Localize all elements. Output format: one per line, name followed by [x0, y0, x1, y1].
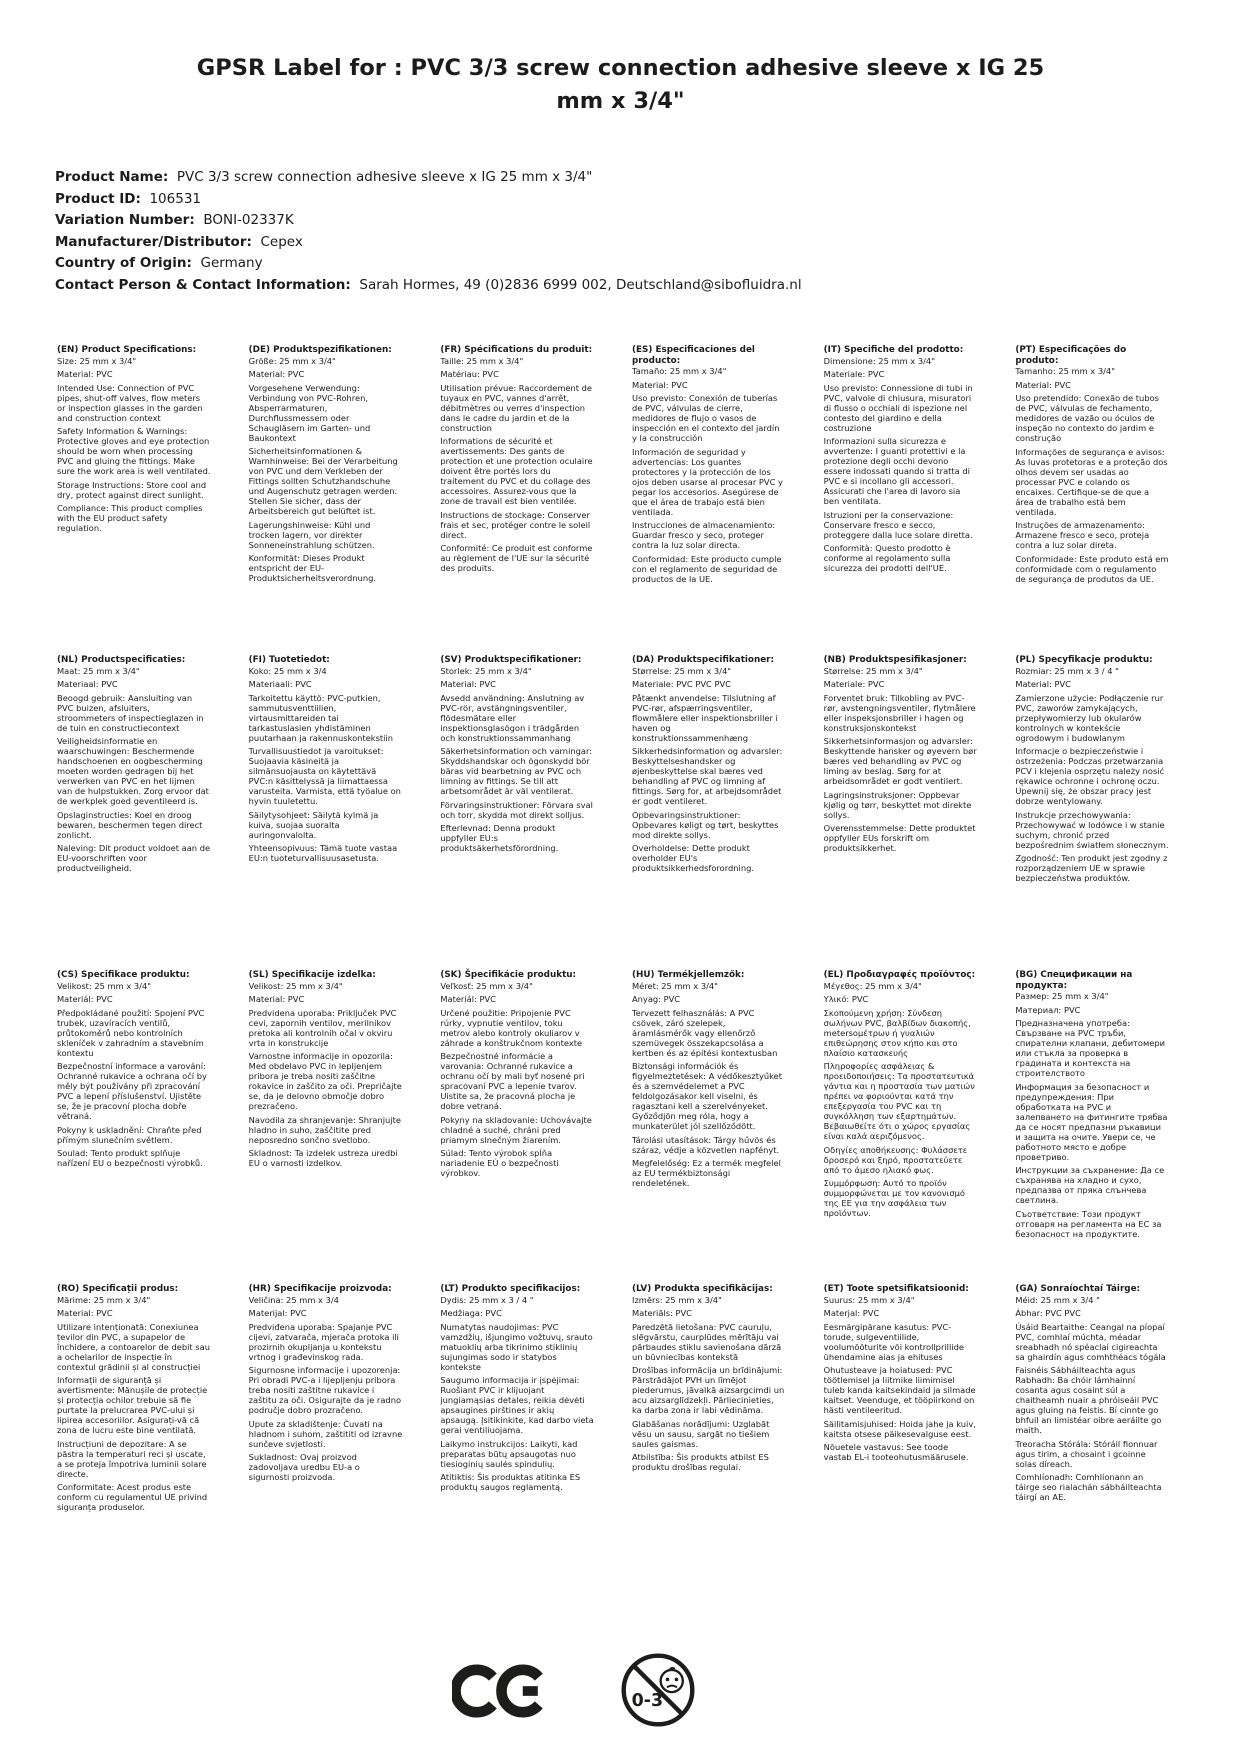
spec-paragraph: Conformità: Questo prodotto è conforme al regolamento sulla sicurezza dei prodotti dell'UE. — [823, 543, 951, 574]
spec-paragraph: Beoogd gebruik: Aansluiting van PVC buizen, afsluiters, stroommeters of inspectieglazen in de tuin en constructiecontext — [57, 692, 204, 733]
spec-paragraph: Storage Instructions: Store cool and dry, protect against direct sunlight. — [57, 479, 207, 500]
spec-paragraph: Medžiaga: PVC — [440, 1308, 502, 1319]
spec-paragraph: Materijal: PVC — [248, 1308, 307, 1319]
spec-paragraph: Μέγεθος: 25 mm x 3/4" — [823, 980, 922, 991]
spec-paragraph: Maat: 25 mm x 3/4" — [57, 665, 140, 676]
spec-paragraph: Sigurnosne informacije i upozorenja: Pri obradi PVC-a i lijepljenju pribora treba nositi zaštitne rukavice i zaštitu za oči. Osigurajte da je radno područje dobro prozračeno. — [248, 1365, 402, 1416]
spec-paragraph: Suurus: 25 mm x 3/4" — [823, 1294, 915, 1305]
language-block-header: (NB) Produktspesifikasjoner: — [823, 655, 967, 665]
spec-paragraph: Conformité: Ce produit est conforme au règlement de l'UE sur la sécurité des produits. — [440, 543, 593, 574]
spec-paragraph: Opbevaringsinstruktioner: Opbevares køligt og tørt, beskyttes mod direkte sollys. — [632, 809, 779, 840]
spec-paragraph: Materjal: PVC — [823, 1308, 880, 1319]
spec-paragraph: Úsáid Beartaithe: Ceangal na píopaí PVC, comhlaí múchta, méadar sreabhadh nó spéaclaí cigireachta sa ghairdín agus comhthéacs tógála — [1015, 1321, 1166, 1362]
language-block-hu — [632, 970, 798, 1188]
product-info-value: BONI-02337K — [194, 212, 294, 228]
footer-icons — [0, 1652, 1241, 1732]
language-block-sk — [440, 970, 606, 1178]
spec-paragraph: Intended Use: Connection of PVC pipes, shut-off valves, flow meters or inspection glasses in the garden and construction context — [57, 382, 203, 423]
language-block-pt — [1015, 345, 1181, 584]
product-info-row — [55, 167, 1186, 189]
product-info-label: Contact Person & Contact Information: — [55, 276, 351, 293]
spec-paragraph: Paredzētā lietošana: PVC cauruļu, slēgvārstu, caurplūdes mērītāju vai pārbaudes stiklu savienošana dārzā un būvniecības kontekstā — [632, 1321, 782, 1362]
spec-paragraph: Informații de siguranță și avertismente: Mănușile de protecție și protecția ochilor trebuie să fie purtate la prelucrarea PVC-ului și lipirea accesoriilor. Asigurați-vă că zona de lucru este bine ventilată. — [57, 1375, 208, 1436]
spec-paragraph: Bezpečnostné informácie a varovania: Ochranné rukavice a ochranu očí by mali byť nosené pri spracovaní PVC a lepenie tvarov. Uistite sa, že pracovná plocha je dobre vetraná. — [440, 1051, 585, 1112]
product-info-row — [55, 275, 1186, 297]
language-block-header: (FR) Spécifications du produit: — [440, 345, 593, 355]
spec-paragraph: Størrelse: 25 mm x 3/4" — [823, 665, 923, 676]
page-title-line2: mm x 3/4" — [556, 88, 685, 114]
spec-paragraph: Conformidad: Este producto cumple con el reglamento de seguridad de productos de la UE. — [632, 553, 782, 584]
spec-paragraph: Numatytas naudojimas: PVC vamzdžių, išjungimo vožtuvų, srauto matuoklių arba tikrinimo stiklinių sujungimas sodo ir statybos kontekste — [440, 1321, 593, 1372]
page-title — [70, 52, 1171, 118]
spec-paragraph: Uso previsto: Connessione di tubi in PVC, valvole di chiusura, misuratori di flusso o occhiali di ispezione nel contesto del giardino e della costruzione — [823, 382, 973, 433]
spec-paragraph: Overholdelse: Dette produkt overholder EU's produktsikkerhedsforordning. — [632, 843, 754, 874]
spec-paragraph: Utilisation prévue: Raccordement de tuyaux en PVC, vannes d'arrêt, débitmètres ou verres d'inspection dans le cadre du jardin et de la construction — [440, 382, 593, 433]
spec-paragraph: Velikost: 25 mm x 3/4" — [57, 980, 152, 991]
language-block-header: (ET) Toote spetsifikatsioonid: — [823, 1284, 969, 1294]
spec-paragraph: Predviđena uporaba: Spajanje PVC cijevi, zatvarača, mjerača protoka ili prozirnih okupljanja u kontekstu vrtnog i građevinskog rada. — [248, 1321, 399, 1362]
spec-paragraph: Matériau: PVC — [440, 369, 499, 380]
spec-paragraph: Forventet bruk: Tilkobling av PVC-rør, avstengningsventiler, flytmålere eller inspeksjonsbriller i hagen og konstruksjonskontekst — [823, 692, 976, 733]
spec-paragraph: Tamaño: 25 mm x 3/4" — [632, 366, 727, 377]
language-block-header: (GA) Sonraíochtaí Táirge: — [1015, 1284, 1141, 1294]
spec-paragraph: Πληροφορίες ασφάλειας & προειδοποιήσεις: Τα προστατευτικά γάντια και η προστασία των ματιών πρέπει να φοριούνται κατά την επεξεργασία του PVC και τη συγκόλληση των εξαρτημάτων. Βεβαιωθείτε ότι ο χώρος εργασίας είναι καλά αεριζόμενος. — [823, 1061, 975, 1142]
spec-paragraph: Sukladnost: Ovaj proizvod zadovoljava uredbu EU-a o sigurnosti proizvoda. — [248, 1452, 360, 1483]
product-info-row — [55, 253, 1186, 275]
spec-paragraph: Instruções de armazenamento: Armazene fresco e seco, proteja contra a luz solar direta. — [1015, 520, 1150, 551]
language-block-header: (FI) Tuotetiedot: — [248, 655, 330, 665]
spec-paragraph: Atbilstība: Šis produkts atbilst ES produktu drošības regulai. — [632, 1452, 769, 1473]
spec-paragraph: Säilitamisjuhised: Hoida jahe ja kuiv, kaitsta otsese päikesevalguse eest. — [823, 1418, 976, 1439]
spec-paragraph: Informations de sécurité et avertissements: Des gants de protection et une protection oculaire doivent être portés lors du traitement du PVC et du collage des accessoires. Assurez-vous que la zone de travail est bien ventilée. — [440, 436, 593, 507]
spec-paragraph: Material: PVC — [632, 379, 688, 390]
spec-paragraph: Předpokládané použití: Spojení PVC trubek, uzavíracích ventilů, průtokoměrů nebo kontrolních skleníček v zahradním a stavebním kontextu — [57, 1007, 205, 1058]
language-block-header: (SV) Produktspecifikationer: — [440, 655, 582, 665]
spec-paragraph: Uso pretendido: Conexão de tubos de PVC, válvulas de fechamento, medidores de vazão ou óculos de inspeção no contexto do jardim e construção — [1015, 393, 1159, 444]
spec-paragraph: Overensstemmelse: Dette produktet oppfyller EUs forskrift om produktsikkerhet. — [823, 823, 976, 854]
product-info-row — [55, 210, 1186, 232]
spec-paragraph: Safety Information & Warnings: Protective gloves and eye protection should be worn when processing PVC and gluing the fittings. Make sure the work area is well ventilated. — [57, 426, 211, 477]
spec-paragraph: Glabāšanas norādījumi: Uzglabāt vēsu un sausu, sargāt no tiešiem saules gaismas. — [632, 1418, 770, 1449]
spec-paragraph: Material: PVC — [248, 994, 305, 1005]
language-block-header: (NL) Productspecificaties: — [57, 655, 186, 665]
language-block-nl — [57, 655, 223, 873]
language-block-bg — [1015, 970, 1181, 1239]
spec-paragraph: Οδηγίες αποθήκευσης: Φυλάσσετε δροσερό και ξηρό, προστατεύετε από το άμεσο ηλιακό φως. — [823, 1144, 968, 1175]
spec-paragraph: Instrucciones de almacenamiento: Guardar fresco y seco, proteger contra la luz solar directa. — [632, 520, 776, 551]
spec-paragraph: Anyag: PVC — [632, 994, 681, 1005]
product-info-row — [55, 189, 1186, 211]
spec-paragraph: Material: PVC — [440, 679, 496, 690]
spec-paragraph: Méid: 25 mm x 3/4 " — [1015, 1294, 1100, 1305]
spec-paragraph: Taille: 25 mm x 3/4" — [440, 355, 524, 366]
spec-paragraph: Méret: 25 mm x 3/4" — [632, 980, 718, 991]
spec-paragraph: Dydis: 25 mm x 3 / 4 " — [440, 1294, 534, 1305]
spec-paragraph: Varnostne informacije in opozorila: Med obdelavo PVC in lepljenjem pribora je treba nositi zaščitne rokavice in zaščito za oči. Prepričajte se, da je delovno območje dobro prezračeno. — [248, 1051, 402, 1112]
spec-paragraph: Materiale: PVC — [823, 369, 885, 380]
spec-paragraph: Instrucțiuni de depozitare: A se păstra la temperaturi reci și uscate, a se proteja împotriva luminii solare directe. — [57, 1438, 207, 1479]
product-info-label: Manufacturer/Distributor: — [55, 233, 252, 250]
spec-paragraph: Размер: 25 mm x 3/4" — [1015, 991, 1109, 1002]
spec-paragraph: Informações de segurança e avisos: As luvas protetoras e a proteção dos olhos devem ser usadas ao processar PVC e colando os encaixes. Certifique-se de que a área de trabalho está bem ventilada. — [1015, 446, 1168, 517]
ce-mark-icon — [452, 1660, 544, 1722]
spec-paragraph: Soulad: Tento produkt splňuje nařízení EU o bezpečnosti výrobků. — [57, 1148, 203, 1169]
spec-paragraph: Pokyny k uskladnění: Chraňte před přímým slunečním světlem. — [57, 1124, 202, 1145]
product-info-label: Product ID: — [55, 190, 141, 207]
age-warning-label: 0-3 — [631, 1690, 664, 1711]
spec-paragraph: Инструкции за съхранение: Да се съхранява на хладно и сухо, предпазва от пряка слънчева светлина. — [1015, 1165, 1165, 1206]
language-block-hr — [249, 1284, 415, 1482]
language-grid-row-1 — [57, 345, 1181, 584]
spec-paragraph: Saugumo informacija ir įspėjimai: Ruošiant PVC ir klijuojant jungiamąsias detales, reikia dėvėti apsaugines pirštines ir akių apsaugą. Įsitikinkite, kad darbo vieta gerai ventiliuojama. — [440, 1375, 594, 1436]
spec-paragraph: Material: PVC — [57, 369, 113, 380]
spec-paragraph: Velikost: 25 mm x 3/4" — [248, 980, 343, 991]
spec-paragraph: Yhteensopivuus: Tämä tuote vastaa EU:n tuoteturvallisuusasetusta. — [248, 843, 398, 864]
spec-paragraph: Materiál: PVC — [440, 994, 496, 1005]
product-info-label: Product Name: — [55, 169, 169, 185]
product-info-value: 106531 — [140, 190, 202, 207]
spec-paragraph: Säilytysohjeet: Säilytä kylmä ja kuiva, suojaa suoralta auringonvalolta. — [248, 809, 379, 840]
language-block-sv — [440, 655, 606, 853]
spec-paragraph: Sicherheitsinformationen & Warnhinweise: Bei der Verarbeitung von PVC und dem Verkleben der Fittings sollten Schutzhandschuhe und Augenschutz getragen werden. Stellen Sie sicher, dass der Arbeitsbereich gut belüftet ist. — [248, 446, 398, 517]
language-block-el — [824, 970, 990, 1218]
spec-paragraph: Material: PVC — [57, 1308, 113, 1319]
language-block-header: (DA) Produktspecifikationer: — [632, 655, 775, 665]
language-block-header: (LT) Produkto specifikacijos: — [440, 1284, 581, 1294]
language-grid-row-4 — [57, 1284, 1181, 1512]
spec-paragraph: Material: PVC — [248, 369, 305, 380]
spec-paragraph: Lagerungshinweise: Kühl und trocken lagern, vor direkter Sonneneinstrahlung schützen. — [248, 519, 375, 550]
spec-paragraph: Veiligheidsinformatie en waarschuwingen: Beschermende handschoenen en oogbescherming moeten worden gedragen bij het verwerken van PVC en het lijmen van de hulpstukken. Zorg ervoor dat de werkplek goed geventileerd is. — [57, 736, 209, 807]
language-block-header: (EL) Προδιαγραφές προϊόντος: — [823, 970, 976, 980]
spec-paragraph: Size: 25 mm x 3/4" — [57, 355, 137, 366]
language-block-lv — [632, 1284, 798, 1472]
spec-paragraph: Materiaal: PVC — [57, 679, 118, 690]
language-block-header: (BG) Спецификации на продукта: — [1015, 970, 1133, 991]
spec-paragraph: Navodila za shranjevanje: Shranjujte hladno in suho, zaščitite pred neposredno sončno svetlobo. — [248, 1114, 401, 1145]
spec-paragraph: Zgodność: Ten produkt jest zgodny z rozporządzeniem UE w sprawie bezpieczeństwa produktów. — [1015, 853, 1168, 884]
language-block-header: (IT) Specifiche del prodotto: — [823, 345, 964, 355]
spec-paragraph: Laikymo instrukcijos: Laikyti, kad preparatas būtų apsaugotas nuo tiesioginių saulės spindulių. — [440, 1438, 578, 1469]
spec-paragraph: Σκοπούμενη χρήση: Σύνδεση σωλήνων PVC, βαλβίδων διακοπής, metersομέτρων ή γυαλιών επιθεώρησης στον κήπο και στο πλαίσιο κατασκευής — [823, 1007, 971, 1058]
language-block-nb — [824, 655, 990, 853]
spec-paragraph: Vorgesehene Verwendung: Verbindung von PVC-Rohren, Absperrarmaturen, Durchflussmessern oder Schaugläsern im Garten- und Baukontext — [248, 382, 371, 443]
spec-paragraph: Konformität: Dieses Produkt entspricht der EU-Produktsicherheitsverordnung. — [248, 553, 376, 584]
spec-paragraph: Conformidade: Este produto está em conformidade com o regulamento de segurança de produtos da UE. — [1015, 553, 1169, 584]
spec-paragraph: Koko: 25 mm x 3/4 — [248, 665, 327, 676]
language-block-en — [57, 345, 223, 533]
spec-paragraph: Sikkerhetsinformasjon og advarsler: Beskyttende hansker og øyevern bør bæres ved behandling av PVC og liming av beslag. Sørg for at arbeidsområdet er godt ventilert. — [823, 736, 977, 787]
product-info-value: Germany — [191, 255, 263, 271]
spec-paragraph: Materiāls: PVC — [632, 1308, 692, 1319]
product-info-label: Variation Number: — [55, 212, 195, 228]
spec-paragraph: Conformitate: Acest produs este conform cu regulamentul UE privind siguranța produselor. — [57, 1482, 208, 1513]
language-block-header: (PT) Especificações do produto: — [1015, 345, 1127, 366]
spec-paragraph: Biztonsági információk és figyelmeztetések: A védőkesztyűket és a szemvédelemet a PVC feldolgozásakor kell viselni, és ragasztani kell a szerelvényeket. Győződjön meg róla, hogy a munkaterület jól szellőződött. — [632, 1061, 782, 1132]
spec-paragraph: Materiale: PVC PVC PVC — [632, 679, 731, 690]
spec-paragraph: Istruzioni per la conservazione: Conservare fresco e secco, proteggere dalla luce solare diretta. — [823, 509, 973, 540]
spec-paragraph: Información de seguridad y advertencias: Los guantes protectores y la protección de los ojos deben usarse al procesar PVC y pegar los accesorios. Asegúrese de que el área de trabajo está bien ventilada. — [632, 446, 783, 517]
language-block-lt — [440, 1284, 606, 1492]
spec-paragraph: Rozmiar: 25 mm x 3 / 4 " — [1015, 665, 1119, 676]
spec-paragraph: Förvaringsinstruktioner: Förvara sval och torr, skydda mot direkt solljus. — [440, 799, 593, 820]
spec-paragraph: Tarkoitettu käyttö: PVC-putkien, sammutusventtiilien, virtausmittareiden tai tarkastuslasien yhdistäminen puutarhaan ja rakennuskontekstiin — [248, 692, 394, 743]
spec-paragraph: Tamanho: 25 mm x 3/4" — [1015, 366, 1116, 377]
spec-paragraph: Pokyny na skladovanie: Uchovávajte chladné a suché, chráni pred priamym slnečným žiarením. — [440, 1114, 592, 1145]
spec-paragraph: Συμμόρφωση: Αυτό το προϊόν συμμορφώνεται με τον κανονισμό της ΕΕ για την ασφάλεια των προϊόντων. — [823, 1178, 965, 1219]
spec-paragraph: Izmērs: 25 mm x 3/4" — [632, 1294, 722, 1305]
spec-paragraph: Utilizare intenționată: Conexiunea țevilor din PVC, a supapelor de închidere, a contoarelor de debit sau a ochelarilor de inspecție în contextul grădinii și al construcției — [57, 1321, 210, 1372]
language-block-header: (LV) Produkta specifikācijas: — [632, 1284, 773, 1294]
spec-paragraph: Zamierzone użycie: Podłączenie rur PVC, zaworów zamykających, przepływomierzy lub okularów kontrolnych w kontekście ogrodowym i budowlanym — [1015, 692, 1164, 743]
age-warning-icon — [620, 1652, 696, 1728]
language-block-fi — [249, 655, 415, 863]
spec-paragraph: Mărime: 25 mm x 3/4" — [57, 1294, 151, 1305]
spec-paragraph: Informacje o bezpieczeństwie i ostrzeżenia: Podczas przetwarzania PCV i klejenia osprzętu należy nosić rękawice ochronne i ochronę oczu. Upewnij się, że obszar pracy jest dobrze wentylowany. — [1015, 746, 1165, 807]
spec-paragraph: Súlad: Tento výrobok spĺňa nariadenie EÚ o bezpečnosti výrobkov. — [440, 1148, 559, 1179]
spec-paragraph: Tervezett felhasználás: A PVC csövek, záró szelepek, áramlásmérők vagy ellenőrző szemüvegek összekapcsolása a kertben és az építési kontextusban — [632, 1007, 778, 1058]
spec-paragraph: Größe: 25 mm x 3/4" — [248, 355, 336, 366]
spec-paragraph: Säkerhetsinformation och varningar: Skyddshandskar och ögonskydd bör bäras vid bearbetning av PVC och limning av fittings. Se till att arbetsområdet är väl ventilerat. — [440, 746, 593, 797]
spec-paragraph: Predvidena uporaba: Priključek PVC cevi, zapornih ventilov, merilnikov pretoka ali kontrolnih očal v okviru vrta in konstrukcije — [248, 1007, 397, 1048]
language-block-cs — [57, 970, 223, 1168]
spec-paragraph: Efterlevnad: Denna produkt uppfyller EU:s produktsäkerhetsförordning. — [440, 823, 559, 854]
spec-paragraph: Материал: PVC — [1015, 1004, 1081, 1015]
spec-paragraph: Dimensione: 25 mm x 3/4" — [823, 355, 936, 366]
spec-paragraph: Eesmärgipärane kasutus: PVC-torude, sulgeventiilide, voolumõõturite või kontrollprillide ühendamine aias ja ehituses — [823, 1321, 964, 1362]
baby-face-icon — [661, 1668, 683, 1692]
spec-paragraph: Upute za skladištenje: Čuvati na hladnom i suhom, zaštititi od izravne sunčeve svjetlosti. — [248, 1418, 403, 1449]
spec-paragraph: Compliance: This product complies with the EU product safety regulation. — [57, 503, 203, 534]
spec-paragraph: Instructions de stockage: Conserver frais et sec, protéger contre le soleil direct. — [440, 509, 591, 540]
spec-paragraph: Treoracha Stórála: Stóráil fionnuar agus tirim, a chosaint i gcoinne solas díreach. — [1015, 1438, 1158, 1469]
spec-paragraph: Opslaginstructies: Koel en droog bewaren, beschermen tegen direct zonlicht. — [57, 809, 203, 840]
spec-paragraph: Съответствие: Този продукт отговаря на регламента на ЕС за безопасност на продуктите. — [1015, 1208, 1162, 1239]
spec-paragraph: Υλικό: PVC — [823, 994, 869, 1005]
spec-paragraph: Material: PVC — [1015, 379, 1071, 390]
spec-paragraph: Uso previsto: Conexión de tuberías de PVC, válvulas de cierre, medidores de flujo o vasos de inspección en el contexto del jardín y la construcción — [632, 393, 780, 444]
language-block-header: (RO) Specificații produs: — [57, 1284, 179, 1294]
product-info-row — [55, 232, 1186, 254]
language-grid-row-3 — [57, 970, 1181, 1239]
product-info-label: Country of Origin: — [55, 255, 192, 271]
spec-paragraph: Størrelse: 25 mm x 3/4" — [632, 665, 732, 676]
language-block-header: (HR) Specifikacije proizvoda: — [248, 1284, 392, 1294]
spec-paragraph: Veľkosť: 25 mm x 3/4" — [440, 980, 533, 991]
language-block-header: (ES) Especificaciones del producto: — [632, 345, 755, 366]
product-info-value: Cepex — [251, 233, 303, 250]
language-block-pl — [1015, 655, 1181, 883]
spec-paragraph: Ábhar: PVC PVC — [1015, 1308, 1081, 1319]
spec-paragraph: Informazioni sulla sicurezza e avvertenze: I guanti protettivi e la protezione degli occhi devono essere indossati quando si tratta di PVC e si incollano gli accessori. Assicurati che l'area di lavoro sia ben ventilata. — [823, 436, 970, 507]
language-block-it — [824, 345, 990, 573]
language-block-fr — [440, 345, 606, 573]
spec-paragraph: Comhlíonadh: Comhlíonann an táirge seo rialachán sábháilteachta táirgí an AE. — [1015, 1472, 1162, 1503]
spec-paragraph: Avsedd användning: Anslutning av PVC-rör, avstängningsventiler, flödesmätare eller inspektionsglasögon i trädgården och konstruktionssammanhang — [440, 692, 585, 743]
spec-paragraph: Storlek: 25 mm x 3/4" — [440, 665, 532, 676]
spec-paragraph: Megfelelőség: Ez a termék megfelel az EU termékbiztonsági rendeletének. — [632, 1158, 781, 1189]
language-block-header: (PL) Specyfikacje produktu: — [1015, 655, 1153, 665]
language-block-da — [632, 655, 798, 873]
product-info — [55, 167, 1186, 296]
spec-paragraph: Ohutusteave ja hoiatused: PVC töötlemisel ja liitmike liimimisel tuleb kanda kaitsekindaid ja silmade kaitset. Veenduge, et tööpiirkond on hästi ventileeritud. — [823, 1365, 976, 1416]
language-block-ga — [1015, 1284, 1181, 1502]
spec-paragraph: Atitiktis: Šis produktas atitinka ES produktų saugos reglamentą. — [440, 1472, 581, 1493]
spec-paragraph: Drošības informācija un brīdinājumi: Pārstrādājot PVH un līmējot piederumus, jāvalkā aizsargcimdi un acu aizsarglīdzekļi. Pārliecinieties, ka darba zona ir labi vēdināma. — [632, 1365, 785, 1416]
spec-paragraph: Material: PVC — [1015, 679, 1071, 690]
spec-paragraph: Lagringsinstruksjoner: Oppbevar kjølig og tørr, beskyttet mot direkte sollys. — [823, 789, 972, 820]
product-info-value: PVC 3/3 screw connection adhesive sleeve x IG 25 mm x 3/4" — [168, 169, 593, 185]
spec-paragraph: Instrukcje przechowywania: Przechowywać w lodówce i w stanie suchym, chronić przed bezpośrednim światłem słonecznym. — [1015, 809, 1169, 850]
spec-paragraph: Faisnéis Sábháilteachta agus Rabhadh: Ba chóir lámhainní cosanta agus cosaint súl a chaitheamh nuair a phróiseáil PVC agus gluing na feistis. Bí cinnte go bhfuil an limistéar oibre aeráilte go maith. — [1015, 1365, 1162, 1436]
page-title-line1: GPSR Label for : PVC 3/3 screw connection adhesive sleeve x IG 25 — [196, 55, 1045, 81]
spec-paragraph: Информация за безопасност и предупреждения: При обработката на PVC и залепването на фитингите трябва да се носят предпазни ръкавици и защита на очите. Увери се, че работното място е добре проветриво. — [1015, 1081, 1168, 1162]
spec-paragraph: Materiaali: PVC — [248, 679, 312, 690]
language-block-header: (SL) Specifikacije izdelka: — [248, 970, 376, 980]
spec-paragraph: Nõuetele vastavus: See toode vastab EL-i tooteohutusmäärusele. — [823, 1442, 969, 1463]
language-block-header: (EN) Product Specifications: — [57, 345, 197, 355]
spec-paragraph: Naleving: Dit product voldoet aan de EU-voorschriften voor productveiligheid. — [57, 843, 211, 874]
language-block-de — [249, 345, 415, 583]
language-block-header: (SK) Špecifikácie produktu: — [440, 970, 577, 980]
language-block-header: (DE) Produktspezifikationen: — [248, 345, 392, 355]
spec-paragraph: Sikkerhedsinformation og advarsler: Beskyttelseshandsker og øjenbeskyttelse skal bæres ved behandling af PVC og limning af fittings. Sørg for, at arbejdsområdet er godt ventileret. — [632, 746, 783, 807]
spec-paragraph: Påtænkt anvendelse: Tilslutning af PVC-rør, afspærringsventiler, flowmålere eller inspektionsbriller i haven og konstruktionssammenhæng — [632, 692, 778, 743]
spec-paragraph: Veličina: 25 mm x 3/4 — [248, 1294, 339, 1305]
spec-paragraph: Bezpečnostní informace a varování: Ochranné rukavice a ochrana očí by měly být používány při zpracování PVC a lepení příslušenství. Ujistěte se, že je pracovní plocha dobře větraná. — [57, 1061, 207, 1122]
language-block-sl — [249, 970, 415, 1168]
language-block-header: (HU) Termékjellemzők: — [632, 970, 745, 980]
language-block-et — [824, 1284, 990, 1462]
spec-paragraph: Skladnost: Ta izdelek ustreza uredbi EU o varnosti izdelkov. — [248, 1148, 398, 1169]
spec-paragraph: Предназначена употреба: Свързване на PVC тръби, спирателни клапани, дебитомери или стъкла за проверка в градината и контекста на строителството — [1015, 1018, 1166, 1079]
spec-paragraph: Tárolási utasítások: Tárgy hűvös és száraz, védje a közvetlen napfényt. — [632, 1134, 780, 1155]
product-info-value: Sarah Hormes, 49 (0)2836 6999 002, Deutschland@sibofluidra.nl — [350, 276, 802, 293]
language-block-header: (CS) Specifikace produktu: — [57, 970, 190, 980]
language-block-es — [632, 345, 798, 584]
language-block-ro — [57, 1284, 223, 1512]
spec-paragraph: Turvallisuustiedot ja varoitukset: Suojaavia käsineitä ja silmänsuojausta on käytettävä PVC:n käsittelyssä ja liimattaessa varusteita. Varmista, että työalue on hyvin tuuletettu. — [248, 746, 401, 807]
spec-paragraph: Materiale: PVC — [823, 679, 885, 690]
language-grid-row-2 — [57, 655, 1181, 883]
spec-paragraph: Materiál: PVC — [57, 994, 113, 1005]
spec-paragraph: Určené použitie: Pripojenie PVC rúrky, vypnutie ventilov, toku metrov alebo kontroly okuliarov v záhrade a konštrukčnom kontexte — [440, 1007, 583, 1048]
